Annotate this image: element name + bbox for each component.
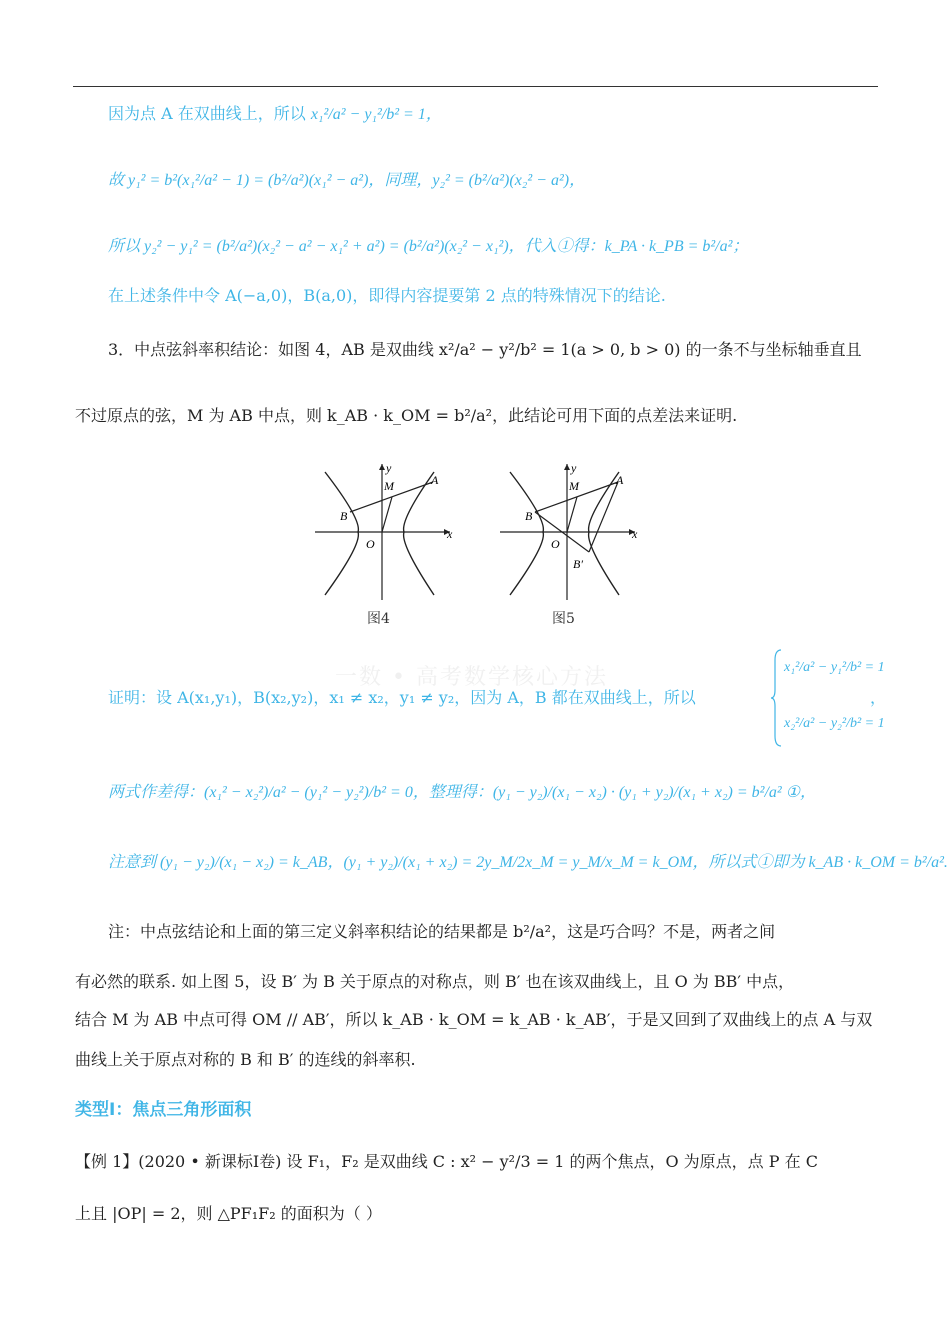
system-brace [770, 648, 782, 748]
label-m: M [569, 479, 579, 493]
proof-line-3: 所以 y₂² − y₁² = (b²/a²)(x₂² − a² − x₁² + a²) = (b²/a²)(x₂² − x₁²)，代入①得：k_PA · k_PB = b²/a²； [108, 238, 749, 255]
label-x: x [632, 527, 638, 541]
proof2-line-1: 证明：设 A(x₁,y₁)，B(x₂,y₂)，x₁ ≠ x₂，y₁ ≠ y₂，因为 A，B 都在双曲线上，所以 [108, 688, 696, 707]
segment-om [382, 497, 392, 532]
left-branch [325, 472, 358, 595]
type-heading: 类型Ⅰ：焦点三角形面积 [75, 1100, 252, 1120]
section3-line-1: 3．中点弦斜率积结论：如图 4，AB 是双曲线 x²/a² − y²/b² = 1(a > 0, b > 0) 的一条不与坐标轴垂直且 [108, 340, 862, 359]
header-rule [73, 86, 878, 87]
label-a: A [431, 473, 439, 487]
system-end: ， [870, 688, 887, 707]
example-line-2: 上且 |OP| = 2，则 △PF₁F₂ 的面积为（ ） [75, 1204, 382, 1223]
label-y: y [571, 461, 577, 475]
label-y: y [386, 461, 392, 475]
label-a: A [616, 473, 624, 487]
system-eq-1: x₁²/a² − y₁²/b² = 1 [784, 660, 885, 675]
note-line-1: 注：中点弦结论和上面的第三定义斜率积结论的结果都是 b²/a²，这是巧合吗？不是，两者之间 [108, 922, 776, 941]
note-line-4: 曲线上关于原点对称的 B 和 B′ 的连线的斜率积. [75, 1050, 416, 1069]
note-line-2: 有必然的联系. 如上图 5，设 B′ 为 B 关于原点的对称点，则 B′ 也在该双曲线上，且 O 为 BB′ 中点， [75, 972, 795, 991]
label-b: B [340, 509, 348, 523]
y-axis-arrow [379, 464, 385, 470]
watermark: 一数 • 高考数学核心方法 [335, 665, 608, 690]
proof-line-2: 故 y₁² = b²(x₁²/a² − 1) = (b²/a²)(x₁² − a²)，同理，y₂² = (b²/a²)(x₂² − a²)， [108, 172, 586, 189]
figure-5-graph [495, 460, 645, 605]
label-b: B [525, 509, 533, 523]
figure-5-caption: 图5 [552, 611, 575, 627]
segment-abp [589, 482, 618, 552]
system-eq-2: x₂²/a² − y₂²/b² = 1 [784, 716, 885, 731]
figure-4 [310, 460, 460, 605]
label-o: O [551, 537, 560, 551]
proof2-line-2: 两式作差得：(x₁² − x₂²)/a² − (y₁² − y₂²)/b² = 0，整理得：(y₁ − y₂)/(x₁ − x₂) · (y₁ + y₂)/(x₁ + x₂) = b²/a² ①， [108, 784, 817, 801]
figure-5 [495, 460, 645, 605]
example-line-1: 【例 1】(2020 • 新课标Ⅰ卷) 设 F₁，F₂ 是双曲线 C : x² − y²/3 = 1 的两个焦点，O 为原点，点 P 在 C [75, 1152, 818, 1171]
section3-line-2: 不过原点的弦，M 为 AB 中点，则 k_AB · k_OM = b²/a²，此结论可用下面的点差法来证明. [75, 406, 738, 425]
label-o: O [366, 537, 375, 551]
figure-4-graph [310, 460, 460, 605]
note-line-3: 结合 M 为 AB 中点可得 OM // AB′，所以 k_AB · k_OM = k_AB · k_AB′，于是又回到了双曲线上的点 A 与双 [75, 1010, 873, 1029]
figure-4-caption: 图4 [367, 611, 390, 627]
label-x: x [447, 527, 453, 541]
left-branch [510, 472, 543, 595]
label-m: M [384, 479, 394, 493]
segment-om [567, 497, 577, 532]
proof-line-4: 在上述条件中令 A(−a,0)，B(a,0)，即得内容提要第 2 点的特殊情况下的结论. [108, 286, 666, 305]
proof2-line-3: 注意到 (y₁ − y₂)/(x₁ − x₂) = k_AB，(y₁ + y₂)/(x₁ + x₂) = 2y_M/2x_M = y_M/x_M = k_OM，所以式①即为 k_AB · k_OM = b²/a². [108, 854, 948, 871]
label-bprime: B′ [573, 557, 583, 571]
y-axis-arrow [564, 464, 570, 470]
proof-line-1: 因为点 A 在双曲线上，所以 x₁²/a² − y₁²/b² = 1， [108, 104, 442, 123]
